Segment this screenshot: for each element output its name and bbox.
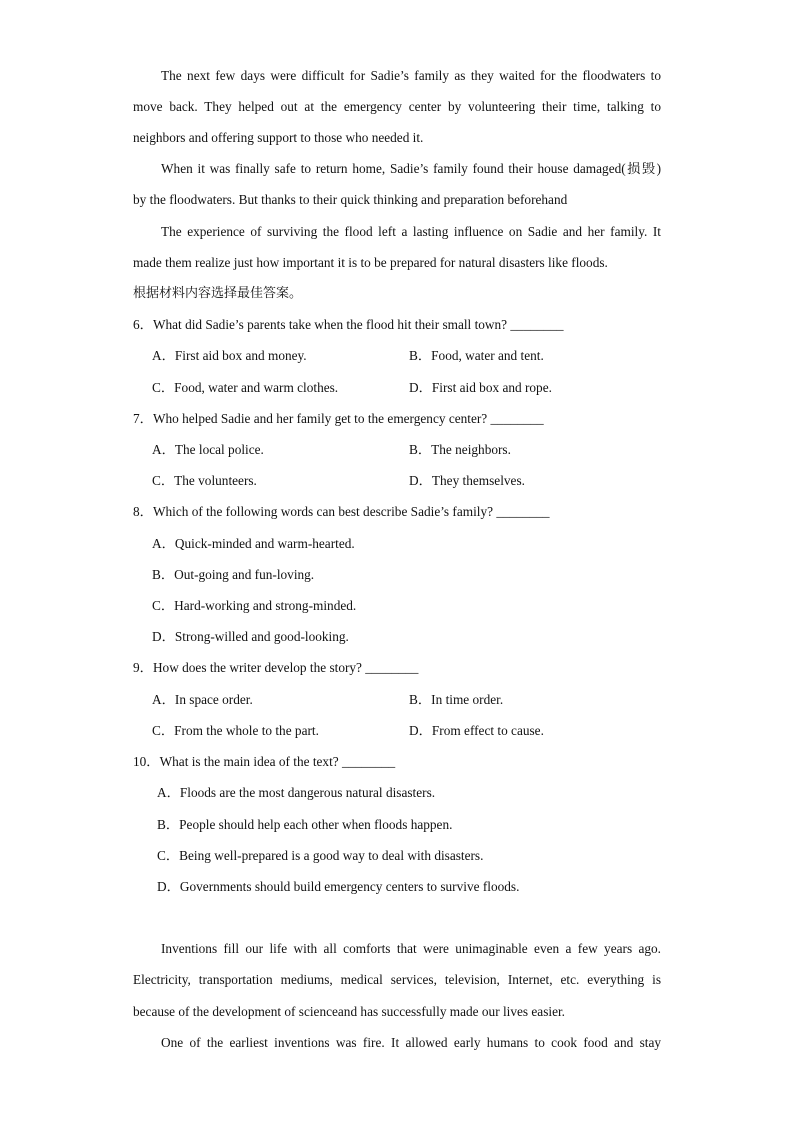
option-8d[interactable]: D．Strong-willed and good-looking. [152,629,349,644]
option-9b[interactable]: B．In time order. [409,692,504,707]
option-9a[interactable]: A．In space order. [152,692,253,707]
passage2-line: One of the earliest inventions was fire. It allowed early humans to cook food and stay [161,1035,661,1050]
instruction: 根据材料内容选择最佳答案。 [133,286,303,301]
passage1-line: made them realize just how important it is to be prepared for natural disasters like floods. [133,255,608,270]
passage1-line: neighbors and offering support to those who needed it. [133,130,424,145]
option-6d[interactable]: D．First aid box and rope. [409,380,552,395]
passage1-line: by the floodwaters. But thanks to their quick thinking and preparation beforehand [133,192,568,207]
passage1-line: The experience of surviving the flood left a lasting influence on Sadie and her family. It [161,224,661,239]
question-8: 8．Which of the following words can best describe Sadie’s family? ________ [133,504,550,519]
passage2-line: because of the development of scienceand has successfully made our lives easier. [133,1004,565,1019]
passage1-line: When it was finally safe to return home, Sadie’s family found their house damaged(损毁) [161,161,661,176]
option-7a[interactable]: A．The local police. [152,442,264,457]
question-6: 6．What did Sadie’s parents take when the flood hit their small town? ________ [133,317,564,332]
passage2-line: Inventions fill our life with all comforts that were unimaginable even a few years ago. [161,941,661,956]
option-7c[interactable]: C．The volunteers. [152,473,257,488]
question-7: 7．Who helped Sadie and her family get to the emergency center? ________ [133,411,544,426]
passage2-line: Electricity, transportation mediums, medical services, television, Internet, etc. everything is [133,972,661,987]
passage1-line: move back. They helped out at the emergency center by volunteering their time, talking to [133,99,661,114]
passage1-line: The next few days were difficult for Sadie’s family as they waited for the floodwaters to [161,68,661,83]
option-7d[interactable]: D．They themselves. [409,473,525,488]
option-10c[interactable]: C．Being well-prepared is a good way to deal with disasters. [157,848,484,863]
option-6a[interactable]: A．First aid box and money. [152,348,307,363]
option-10b[interactable]: B．People should help each other when floods happen. [157,817,453,832]
option-8c[interactable]: C．Hard-working and strong-minded. [152,598,357,613]
question-9: 9．How does the writer develop the story? ________ [133,660,419,675]
option-6c[interactable]: C．Food, water and warm clothes. [152,380,339,395]
option-10a[interactable]: A．Floods are the most dangerous natural disasters. [157,785,436,800]
option-9c[interactable]: C．From the whole to the part. [152,723,319,738]
option-6b[interactable]: B．Food, water and tent. [409,348,544,363]
option-7b[interactable]: B．The neighbors. [409,442,511,457]
option-9d[interactable]: D．From effect to cause. [409,723,544,738]
option-8a[interactable]: A．Quick-minded and warm-hearted. [152,536,355,551]
question-10: 10．What is the main idea of the text? ________ [133,754,396,769]
option-10d[interactable]: D．Governments should build emergency centers to survive floods. [157,879,520,894]
option-8b[interactable]: B．Out-going and fun-loving. [152,567,315,582]
